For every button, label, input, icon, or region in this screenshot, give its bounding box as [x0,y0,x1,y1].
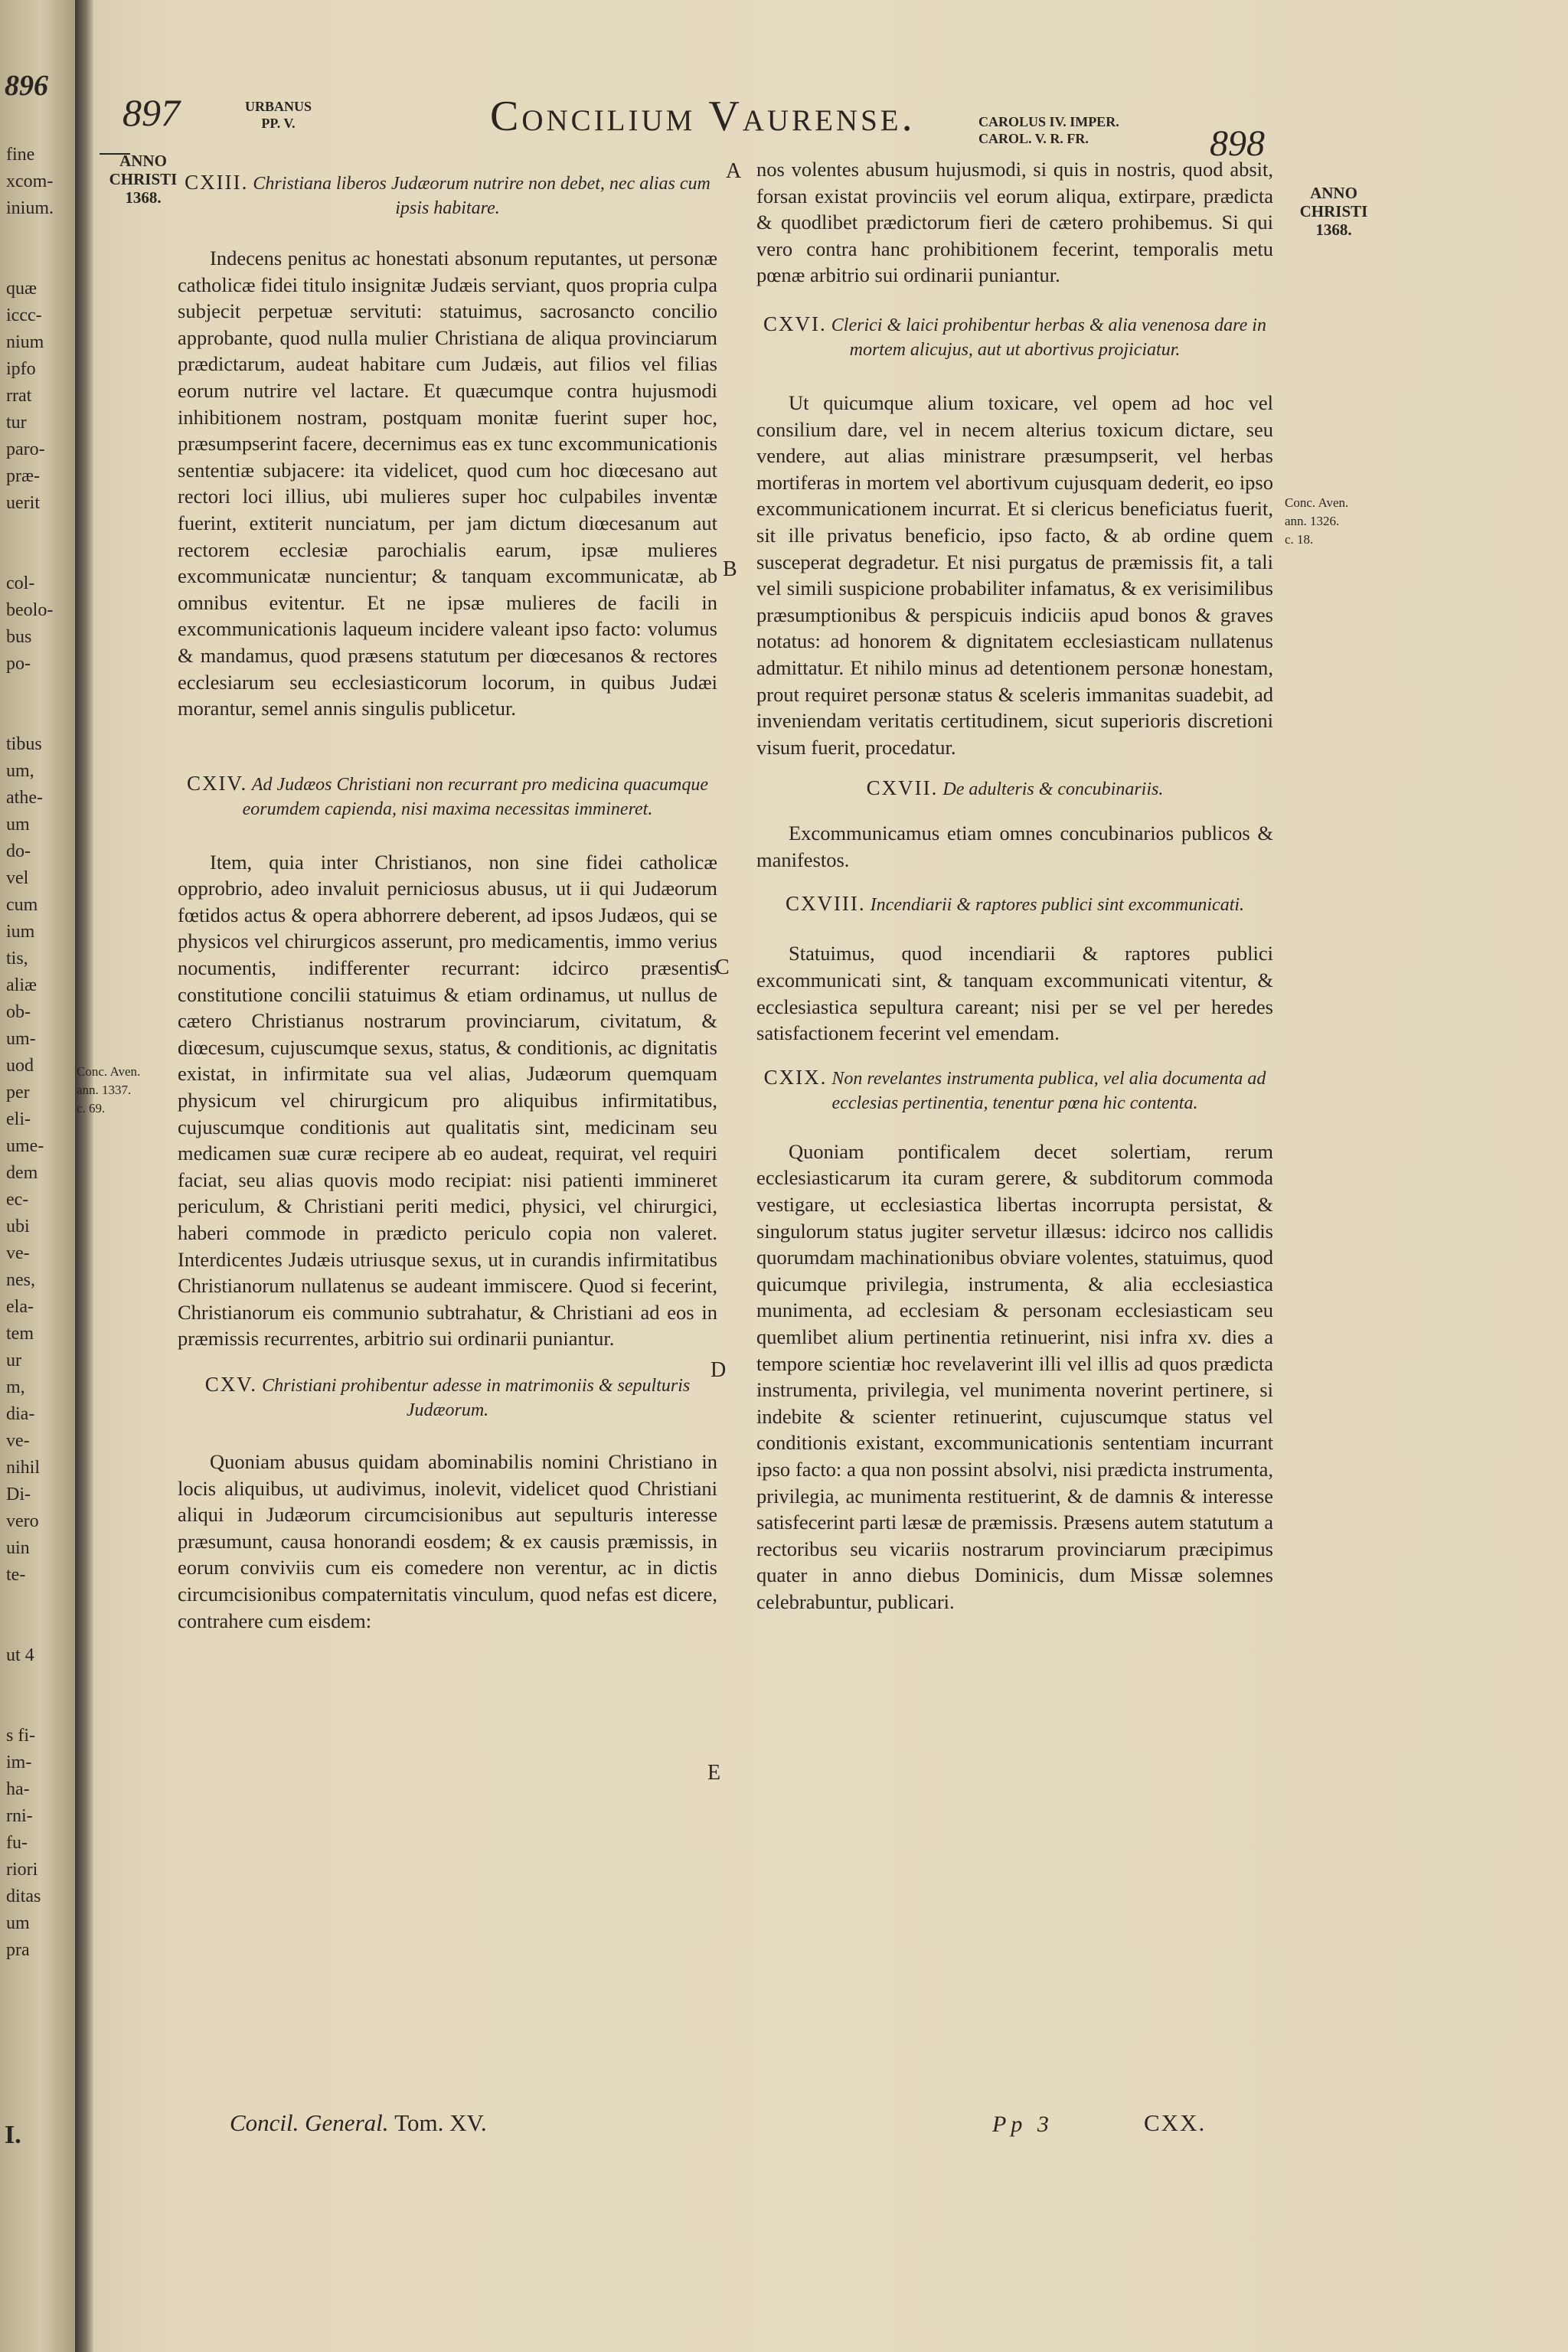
previous-page-fragment [6,249,72,276]
previous-page-fragment: eli- [6,1109,31,1129]
previous-page-fragment: um [6,815,30,835]
canon-116-number: CXVI. [763,312,827,335]
previous-page-fragment: te- [6,1565,26,1585]
previous-page-fragment: fine [6,145,35,165]
right-side-year [1286,184,1381,239]
previous-page-fragment: aliæ [6,975,37,995]
footer-tom: Tom. XV. [394,2109,487,2136]
page-title: Concilium Vaurense. [490,93,916,140]
previous-page-fragment: cum [6,895,38,915]
previous-page-fragment: tibus [6,734,42,754]
previous-page-footer-mark: I. [5,2121,21,2149]
margin-letter-b: B [723,557,737,581]
canon-115-title: Christiani prohibentur adesse in matrimoniis & sepulturis Judæorum. [262,1375,691,1420]
previous-page-fragment [6,222,72,249]
left-ref-line-3: c. 69. [77,1101,106,1116]
page-number-left: 897 [122,91,180,134]
previous-page-fragment: per [6,1083,30,1102]
previous-page-fragment: ium [6,922,35,942]
previous-page-fragment [6,704,72,731]
previous-page-fragment: do- [6,841,31,861]
previous-page-fragment [6,1669,72,1696]
canon-116-text: Ut quicumque alium toxicare, vel opem ad hoc vel consilium dare, vel in necem alterius toxicum dictare, seu vendere, aut alias ministrare præsumpserit, vel herbas mortiferas in mortem vel abortivum cujusquam dederit, eo ipso excommunicationem incurrat. Et si clericus beneficiatus fuerit, sit ille privatus beneficio, ipso facto, & ab ordine quem susceperat degradetur. Et nisi purgatus de præmissis fit, a tali vel simili suspicione probabiliter infamatus, & ex verisimilibus præsumptionibus & perspicuis indiciis apud bonos & graves notatus: ad honorem & dignitatem ecclesiasticam nullatenus admittatur. Et nihilo minus ad detentionem personæ honestam, prout requiret personæ status & sceleris immanitas suadebit, ad inveniendam veritatis certitudinem, sicut superioris discretioni visum fuerit, procedatur. [756,390,1273,759]
canon-119-text: Quoniam pontificalem decet solertiam, rerum ecclesiasticarum ita curam gerere, & subditorum commoda vestigare, ut ecclesiastica libertas incorrupta persistat, & singulorum status jugiter servetur illæsus: idcirco nos callidis quorumdam machinationibus obviare volentes, statuimus, quod quicumque privilegia, instrumenta, & alia ecclesiastica munimenta, ad ecclesiam & personam ecclesiasticam seu quemlibet alium pertinentia retinuerint, nisi infra xv. dies a tempore scientiæ hoc revelaverint illi vel illis ad quos prædicta instrumenta, privilegia, vel munimenta noverint pertinere, si indebite & scienter retinuerint, cujuscumque status vel conditionis existant, excommunicationis sententiam incurrant ipso facto: a qua non possint absolvi, nisi prædicta instrumenta, privilegia, ac munimenta restituerint, & de damnis & interesse satisfecerint parti læsæ de præmissis. Præsens autem statutum a rectoribus seu vicariis nostrarum provinciarum præcipimus quater in anno diebus Dominicis, dum Missæ solemnes celebrabuntur, publicari. [756,1139,1273,1613]
previous-page-fragment [6,1589,72,1615]
canon-115-text: Quoniam abusus quidam abominabilis nomini Christiano in locis aliquibus, ut audivimus, inolevit, videlicet quod Christiani aliqui in Judæorum circumcisionibus aut sepulturis interesse præsumunt, causa honorandi eosdem; & ex causis præmissis, in eorum conviviis cum eis comedere non verentur, ac in dictis circumcisionibus compaternitatis vinculum, quod nefas est dicere, contrahere cum eisdem: [178,1449,717,1632]
left-column [178,170,717,1634]
previous-page-edge [0,0,75,2352]
left-ref-line-1: Conc. Aven. [77,1064,141,1079]
previous-page-fragment: uerit [6,493,40,513]
canon-119-heading [756,1065,1273,1116]
right-side-reference [1285,494,1377,549]
previous-page-fragment: m, [6,1377,25,1397]
pope-name [245,98,312,132]
previous-page-fragment [6,1696,72,1723]
canon-113-title: Christiana liberos Judæorum nutrire non debet, nec alias cum ipsis habitare. [253,174,710,218]
margin-letter-c: C [715,956,730,979]
previous-page-fragment: Di- [6,1485,31,1504]
previous-page-fragment: ve- [6,1431,30,1451]
previous-page-fragment: rrat [6,386,32,406]
previous-page-fragment [6,544,72,570]
previous-page-fragment: nium [6,332,44,352]
canon-119-title: Non revelantes instrumenta publica, vel alia documenta ad ecclesias pertinentia, tenentur pœna hic contenta. [831,1068,1266,1113]
canon-116-heading [756,312,1273,362]
previous-page-fragment: athe- [6,788,43,808]
pope-line-2: PP. V. [261,116,296,131]
signature-mark: Pp 3 [992,2112,1054,2137]
previous-page-fragment: s fi- [6,1726,35,1746]
previous-page-fragment: dem [6,1163,38,1183]
canon-114-title: Ad Judæos Christiani non recurrant pro medicina quacumque eorumdem capienda, nisi maxima necessitas immineret. [242,774,709,819]
previous-page-fragment: tem [6,1324,34,1344]
pope-line-1: URBANUS [245,99,312,114]
margin-letter-e: E [707,1761,721,1785]
previous-page-fragment: ela- [6,1297,34,1317]
previous-page-fragment: præ- [6,466,40,486]
right-year: 1368. [1315,220,1352,239]
previous-page-fragment: rni- [6,1806,33,1826]
canon-118-title: Incendiarii & raptores publici sint excommunicati. [870,895,1245,916]
left-christi: CHRISTI [109,170,178,188]
previous-page-fragment: nes, [6,1270,35,1290]
previous-page-fragment: vel [6,868,29,888]
footer-concil: Concil. General. [230,2109,389,2136]
previous-page-fragment: iccc- [6,305,42,325]
emperor-name [978,113,1119,147]
canon-114-text: Item, quia inter Christianos, non sine fidei catholicæ opprobrio, adeo invaluit perniciosus abusus, ut ii qui Judæorum fœtidos actus & opera abhorrere deberent, ad ipsos Judæos, qui se physicos vel chirurgicos asserunt, pro medicamentis, immo verius nocumentis, indifferenter recurrant: idcirco præsentis constitutione concilii statuimus & etiam ordinamus, ut nullus de cætero Christianus nostrarum provinciarum, civitatum, & diœcesum, cujuscumque sexus, status, & conditionis, ac dignitatis existat, in infirmitate sua vel alias, Judæorum quemquam physicum vel chirurgicum pro aliquibus infirmitatibus, cujuscumque conditionis aut qualitatis sint, medicinam seu medicamen suæ curæ recipere ab eo audeat, requirat, vel requiri faciat, seu alias quovis modo recipiat: nisi patienti immineret periculum, & Christiani periti medici, physici, vel chirurgici, haberi commode in prædicto periculo copia non valeret. Interdicentes Judæis utriusque sexus, ut in curandis infirmitatibus Christianorum nullatenus se audeant immiscere. Quod si fecerint, Christianorum eis communio subtrahatur, & Christiani ad eos in præmissis recurrentes, arbitrio sui ordinarii puniantur. [178,850,717,1351]
previous-page-fragment: paro- [6,439,45,459]
previous-page-fragment: inium. [6,198,54,218]
previous-page-fragment: fu- [6,1833,28,1853]
catchword: CXX. [1144,2109,1207,2136]
right-ref-line-3: c. 18. [1285,532,1314,547]
margin-letter-a: A [726,159,742,183]
previous-page-fragment: ob- [6,1002,31,1022]
previous-page-fragment: riori [6,1860,38,1880]
previous-page-fragment: tur [6,413,27,433]
canon-117-number: CXVII. [866,776,939,800]
canon-117-title: De adulteris & concubinariis. [942,779,1164,800]
previous-page-fragment: vero [6,1511,39,1531]
canon-119-number: CXIX. [763,1065,828,1089]
right-column [756,156,1273,1615]
previous-page-fragment: ditas [6,1886,41,1906]
previous-page-fragment: um- [6,1029,36,1049]
previous-page-fragment: ve- [6,1243,30,1263]
previous-page-fragment: um, [6,761,34,781]
canon-115-heading [178,1372,717,1423]
previous-page-fragment: ume- [6,1136,44,1156]
canon-117-text: Excommunicamus etiam omnes concubinarios publicos & manifestos. [756,822,1273,871]
previous-page-fragment: col- [6,573,35,593]
canon-115-number: CXV. [204,1372,258,1396]
footer-volume [230,2109,487,2137]
previous-page-fragments [6,142,72,1964]
previous-page-fragment: tis, [6,949,28,969]
previous-page-fragment: pra [6,1940,30,1960]
previous-page-fragment: um [6,1913,30,1933]
previous-page-fragment [6,517,72,544]
previous-page-fragment: beolo- [6,600,54,620]
canon-113-text: Indecens penitus ac honestati absonum reputantes, ut personæ catholicæ fidei titulo insignitæ Judæis serviant, quos propria culpa subjecit perpetuæ servituti: statuimus, sacrosancto concilio approbante, quod nulla mulier Christiana de aliqua provinciarum prædictarum, audeat habitare cum Judæis, aut filios vel filias eorum nutrire vel lactare. Et quæcumque contra hujusmodi inhibitionem nostram, postquam monitæ fuerint super hoc, præsumpserint facere, decernimus eas ex tunc excommunicationis sententiæ subjacere: ita videlicet, quod cum hoc diœcesano aut rectori loci illius, ubi mulieres super hoc culpabiles inventæ fuerint, extiterit nunciatum, per jam dictum diœcesanum aut rectorem ecclesiæ parochialis earum, ipsæ mulieres excommunicatæ nuncientur; & tanquam excommunicatæ, ab omnibus evitentur. Et ne ipsæ mulieres de facili in excommunicationis laqueum incidere valeant ipso facto: volumus & mandamus, quod præsens statutum per diœcesanos & rectores ecclesiarum seu ecclesiasticorum locorum, in quibus Judæi morantur, semel annis singulis publicetur. [178,247,717,720]
previous-page-number: 896 [5,70,48,102]
previous-page-fragment: xcom- [6,172,54,191]
canon-113-heading [178,170,717,220]
left-anno: ANNO [119,152,167,170]
previous-page-fragment: uod [6,1056,34,1076]
previous-page-fragment: ha- [6,1779,30,1799]
right-christi: CHRISTI [1299,202,1368,220]
page-number-right: 898 [1210,123,1265,164]
previous-page-fragment: ubi [6,1217,30,1236]
canon-116-title: Clerici & laici prohibentur herbas & alia venenosa dare in mortem alicujus, aut ut abortivus projiciatur. [831,315,1266,360]
right-ref-line-2: ann. 1326. [1285,514,1340,528]
previous-page-fragment [6,1615,72,1642]
previous-page-fragment [6,678,72,704]
previous-page-fragment: ur [6,1351,21,1370]
previous-page-fragment: quæ [6,279,38,299]
previous-page-fragment: nihil [6,1458,41,1478]
emperor-line-2: CAROL. V. R. FR. [978,131,1089,146]
left-side-reference [77,1063,176,1118]
book-gutter [75,0,93,2352]
canon-117-heading [756,776,1273,802]
canon-114-heading [178,771,717,822]
canon-113-number: CXIII. [185,171,249,194]
previous-page-fragment: ipfo [6,359,36,379]
canon-115-continuation: nos volentes abusum hujusmodi, si quis in nostris, quod absit, forsan existat provinciis vel eorum aliqua, extirpare, prædicta & quodlibet prædictorum fieri de cætero prohibemus. Si qui vero contra hanc prohibitionem fecerint, temporalis metu pœnæ arbitrio sui ordinarii puniantur. [756,158,1273,287]
right-anno: ANNO [1310,184,1357,202]
left-year: 1368. [125,188,162,207]
previous-page-fragment: ut 4 [6,1645,34,1665]
previous-page-fragment: ec- [6,1190,29,1210]
emperor-line-1: CAROLUS IV. IMPER. [978,114,1119,129]
previous-page-fragment: im- [6,1753,32,1772]
right-ref-line-1: Conc. Aven. [1285,495,1349,510]
canon-118-text: Statuimus, quod incendiarii & raptores publici excommunicati sint, & tanquam excommunicati vitentur, & ecclesiastica sepultura careant; nisi per se vel per heredes satisfactionem fecerint vel emendam. [756,942,1273,1045]
previous-page-fragment: dia- [6,1404,35,1424]
canon-114-number: CXIV. [186,771,248,795]
previous-page-fragment: po- [6,654,31,674]
previous-page-fragment: bus [6,627,32,647]
left-ref-line-2: ann. 1337. [77,1083,132,1097]
canon-118-heading [756,891,1273,917]
previous-page-fragment: uin [6,1538,30,1558]
canon-118-number: CXVIII. [785,892,866,916]
margin-letter-d: D [710,1358,727,1382]
